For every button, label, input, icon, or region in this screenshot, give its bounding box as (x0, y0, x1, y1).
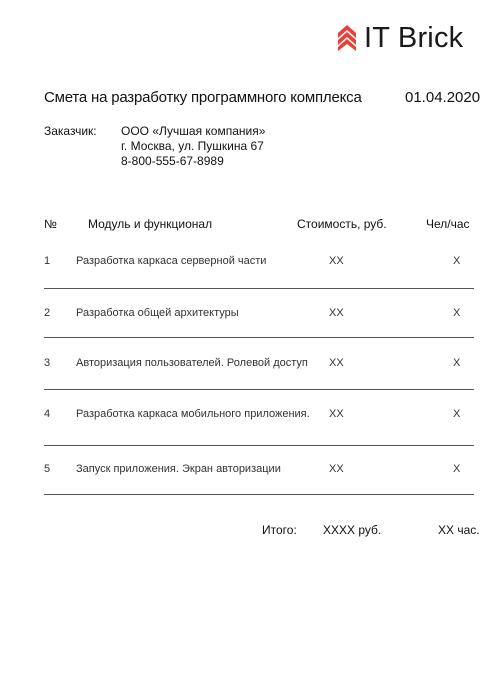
row-module: Разработка каркаса мобильного приложения. (76, 408, 310, 420)
brand-logo (338, 22, 463, 54)
row-divider (44, 445, 474, 446)
client-company: ООО «Лучшая компания» (121, 124, 266, 138)
row-module: Разработка каркаса серверной части (76, 255, 267, 267)
row-cost: XX (329, 408, 344, 420)
row-hours: X (453, 357, 461, 369)
row-divider (44, 494, 474, 495)
total-hours: XX час. (438, 523, 480, 537)
row-divider (44, 389, 474, 390)
column-header-hours: Чел/час (426, 217, 470, 231)
column-header-cost: Стоимость, руб. (297, 217, 387, 231)
column-header-number: № (44, 217, 57, 231)
row-number: 2 (44, 307, 51, 319)
row-module: Запуск приложения. Экран авторизации (76, 463, 281, 475)
column-header-module: Модуль и функционал (88, 217, 213, 231)
client-label: Заказчик: (44, 124, 97, 138)
row-cost: XX (329, 255, 344, 267)
row-number: 5 (44, 463, 51, 475)
row-hours: X (453, 408, 461, 420)
row-cost: XX (329, 307, 344, 319)
row-divider (44, 288, 474, 289)
document-title: Смета на разработку программного комплекса (44, 89, 362, 106)
row-module: Разработка общей архитектуры (76, 307, 239, 319)
row-divider (44, 337, 474, 338)
row-hours: X (453, 255, 461, 267)
client-address: г. Москва, ул. Пушкина 67 (121, 139, 264, 153)
row-cost: XX (329, 463, 344, 475)
row-number: 3 (44, 357, 51, 369)
row-number: 1 (44, 255, 51, 267)
row-hours: X (453, 463, 461, 475)
chevron-stack-logo-icon (338, 25, 356, 51)
brand-name: IT Brick (364, 21, 464, 54)
total-sum: XXXX руб. (323, 523, 382, 537)
document-date: 01.04.2020 (405, 89, 481, 106)
client-phone: 8-800-555-67-8989 (121, 154, 224, 168)
row-module: Авторизация пользователей. Ролевой доступ (76, 357, 308, 369)
row-cost: XX (329, 357, 344, 369)
row-hours: X (453, 307, 461, 319)
row-number: 4 (44, 408, 51, 420)
total-label: Итого: (262, 523, 297, 537)
client-details (121, 124, 265, 169)
